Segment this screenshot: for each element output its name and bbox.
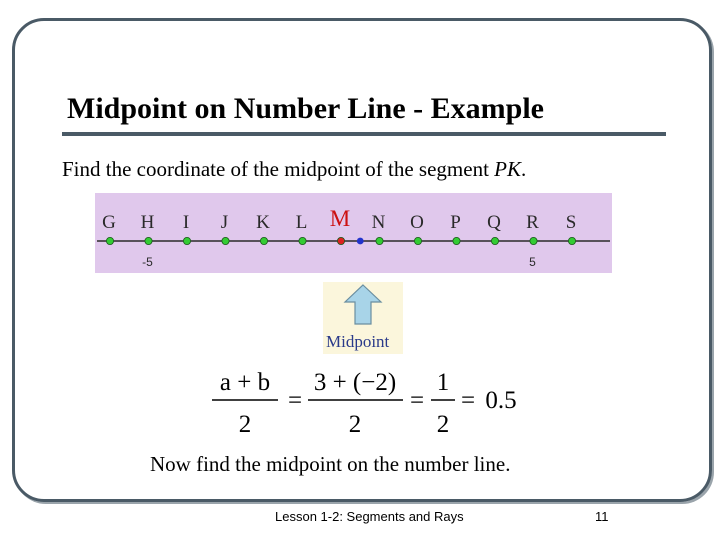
midpoint-label: Midpoint	[326, 332, 390, 351]
midpoint-value-marker	[357, 238, 364, 245]
point-label-n: N	[371, 212, 386, 233]
point-label-l: L	[295, 212, 308, 233]
point-marker-q	[491, 237, 498, 244]
number-line	[95, 193, 612, 273]
coordinate-label-h: -5	[142, 255, 153, 269]
coordinate-label-r: 5	[529, 255, 536, 269]
instruction-text	[62, 157, 526, 182]
fraction-2-denominator: 2	[348, 411, 362, 438]
title-underline	[62, 132, 666, 136]
point-marker-l	[299, 237, 306, 244]
point-label-h: H	[140, 212, 155, 233]
point-marker-r	[530, 237, 537, 244]
point-label-g: G	[102, 212, 116, 233]
fraction-2-numerator: 3 + (−2)	[313, 369, 397, 396]
fraction-3-numerator: 1	[436, 369, 450, 396]
point-marker-o	[414, 237, 421, 244]
fraction-1-denominator: 2	[238, 411, 252, 438]
page-number: 11	[595, 509, 609, 524]
point-label-r: R	[526, 212, 539, 233]
footer-lesson-title: Lesson 1-2: Segments and Rays	[275, 509, 464, 524]
point-label-i: I	[182, 212, 190, 233]
fraction-3-denominator: 2	[436, 411, 450, 438]
point-marker-m	[337, 237, 344, 244]
equals-sign-3: =	[460, 387, 476, 414]
fraction-1-numerator: a + b	[219, 369, 271, 396]
point-marker-n	[376, 237, 383, 244]
slide-title: Midpoint on Number Line - Example	[67, 92, 544, 125]
point-label-p: P	[450, 212, 461, 233]
point-label-o: O	[410, 212, 424, 233]
instruction-segment: PK	[494, 157, 522, 181]
equals-sign-2: =	[409, 387, 425, 414]
point-marker-s	[568, 237, 575, 244]
point-marker-p	[453, 237, 460, 244]
point-marker-i	[183, 237, 190, 244]
point-marker-g	[106, 237, 113, 244]
point-marker-h	[145, 237, 152, 244]
point-label-q: Q	[487, 212, 501, 233]
equation-result: 0.5	[485, 387, 517, 414]
point-label-j: J	[220, 212, 229, 233]
point-label-k: K	[256, 212, 270, 233]
midpoint-equation	[205, 360, 535, 440]
point-label-m: M	[329, 206, 351, 231]
prompt-text: Now find the midpoint on the number line.	[150, 452, 511, 476]
point-marker-k	[260, 237, 267, 244]
point-marker-j	[222, 237, 229, 244]
number-line-panel	[95, 193, 612, 273]
equals-sign-1: =	[287, 387, 303, 414]
instruction-prefix: Find the coordinate of the midpoint of the segment	[62, 157, 495, 181]
point-label-s: S	[565, 212, 577, 233]
instruction-suffix: .	[521, 157, 527, 181]
